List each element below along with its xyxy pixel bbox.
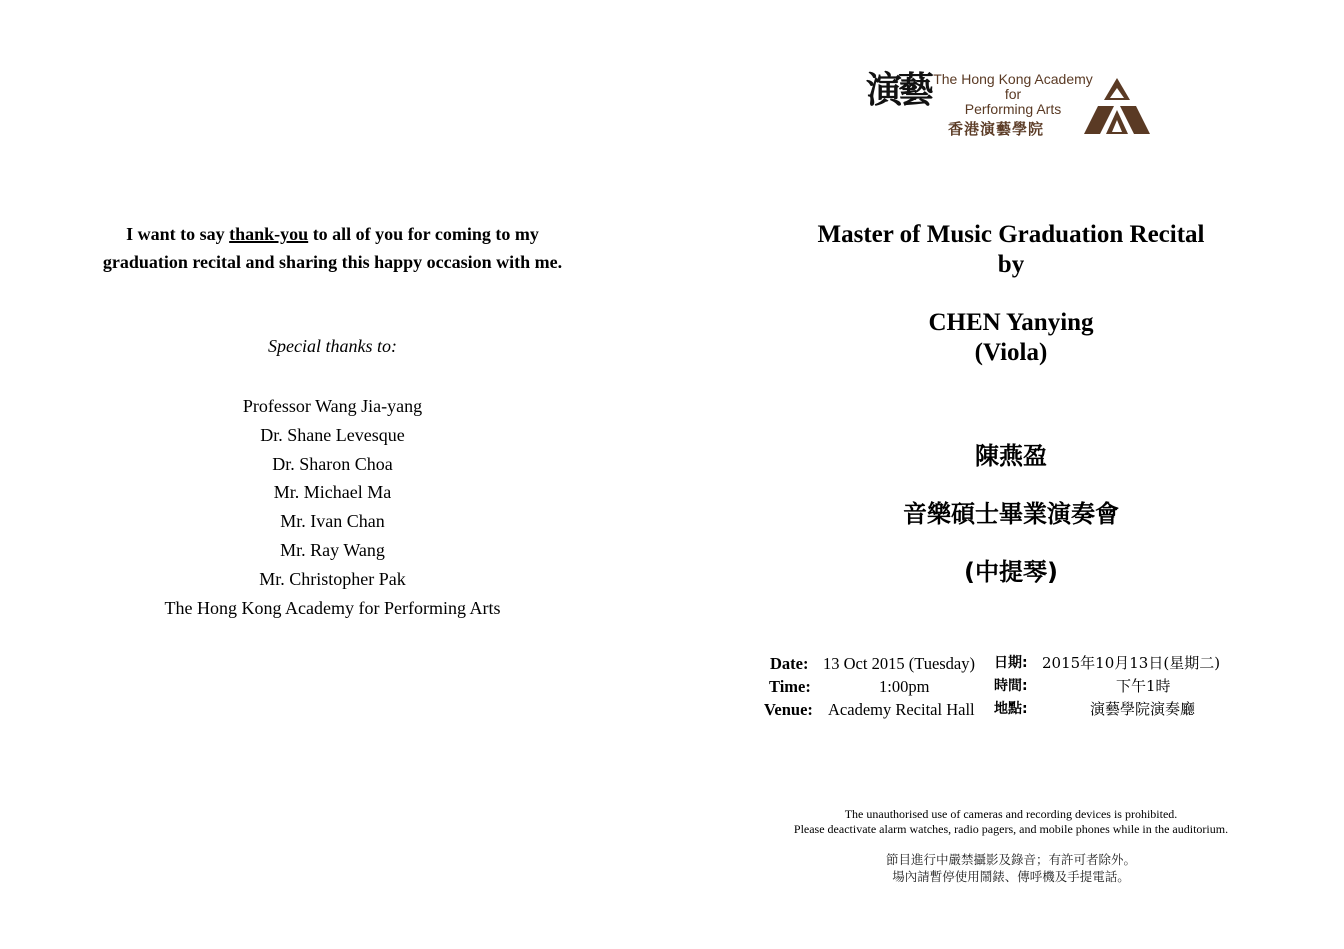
academy-english-name: The Hong Kong Academy for Performing Arts	[933, 71, 1093, 117]
performer-name-zh: 陳燕盈	[975, 442, 1047, 470]
thanks-name-list	[60, 392, 605, 622]
thanks-name: The Hong Kong Academy for Performing Arts	[164, 597, 501, 618]
thanks-name: Mr. Christopher Pak	[259, 568, 406, 589]
thanks-name: Professor Wang Jia-yang	[242, 396, 423, 416]
instrument: (Viola)	[974, 339, 1048, 366]
thanks-name: Dr. Shane Levesque	[260, 424, 405, 445]
venue-label: Venue:	[764, 700, 813, 719]
academy-calligraphy-logo: 演藝	[866, 69, 931, 111]
date-label-zh: 日期:	[994, 655, 1028, 671]
thank-you-message	[60, 220, 605, 276]
thanks-name: Mr. Ray Wang	[280, 539, 385, 560]
recording-notice: The unauthorised use of cameras and recording devices is prohibited. Please deactivate alarm watches, radio pagers, and mobile phones while in the auditorium.	[793, 807, 1229, 836]
event-details	[760, 652, 1280, 721]
thank-you-line-1: I want to say thank-you to all of you for coming to my	[126, 224, 539, 244]
time-label: Time:	[769, 677, 811, 696]
academy-chinese-name: 香港演藝學院	[948, 120, 1045, 138]
venue-label-zh: 地點:	[994, 701, 1028, 717]
recital-title: Master of Music Graduation Recital by	[817, 221, 1205, 278]
thanks-name: Mr. Ivan Chan	[280, 511, 385, 532]
date-row	[760, 652, 1280, 675]
time-label-zh: 時間:	[994, 678, 1028, 694]
time-value: 1:00pm	[879, 677, 930, 696]
venue-row	[760, 698, 1280, 721]
date-label: Date:	[770, 654, 809, 673]
venue-value: Academy Recital Hall	[828, 700, 975, 719]
date-value-zh: 2015年10月13日(星期二)	[1042, 654, 1221, 672]
instrument-zh: (中提琴)	[964, 558, 1058, 586]
thanks-name: Mr. Michael Ma	[273, 482, 392, 503]
recital-title-zh: 音樂碩士畢業演奏會	[903, 500, 1119, 528]
recording-notice-zh: 節目進行中嚴禁攝影及錄音；有許可者除外。 場內請暫停使用鬧錶、傳呼機及手提電話。	[885, 852, 1136, 884]
thank-you-line-2: graduation recital and sharing this happy occasion with me.	[102, 252, 563, 272]
venue-value-zh: 演藝學院演奏廳	[1090, 700, 1196, 718]
time-row	[760, 675, 1280, 698]
time-value-zh: 下午1時	[1116, 677, 1171, 695]
thank-you-emphasis: thank-you	[229, 224, 309, 244]
date-value: 13 Oct 2015 (Tuesday)	[823, 654, 976, 673]
academy-triangle-logo-icon	[1080, 76, 1154, 138]
performer-name: CHEN Yanying (Viola)	[790, 308, 1232, 368]
thanks-name: Dr. Sharon Choa	[272, 453, 393, 474]
special-thanks-heading: Special thanks to:	[268, 336, 397, 356]
